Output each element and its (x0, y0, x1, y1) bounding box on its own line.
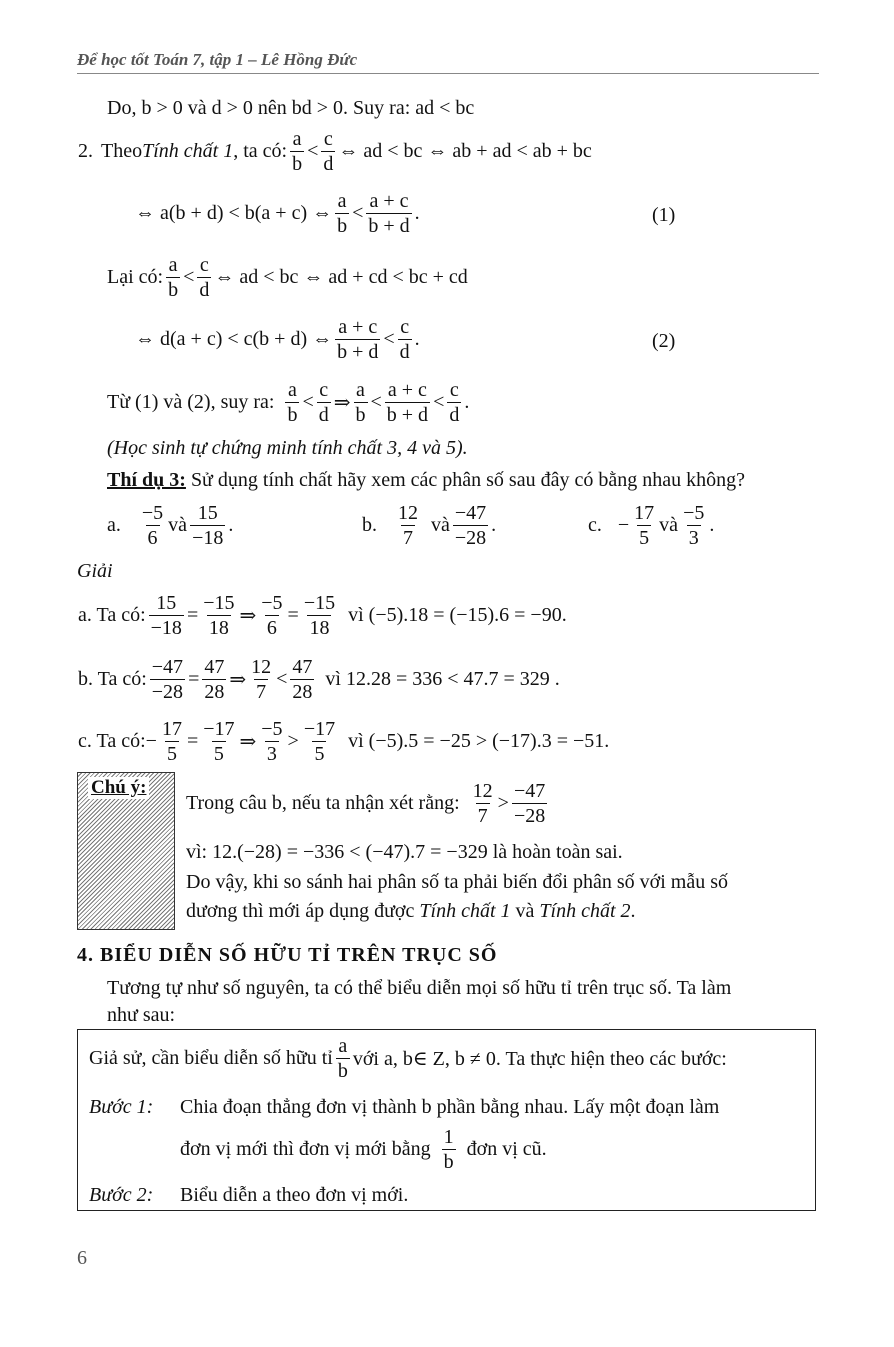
math-line: ⇔ d(a + c) < c(b + d) ⇔ $\frac{a + c}{b + d}$ < $\frac{c}{d}$ . (135, 316, 420, 363)
text-span: ⇔ ad < bc ⇔ ab + ad < ab + bc (338, 140, 592, 162)
step-text: Chia đoạn thẳng đơn vị thành b phần bằng nhau. Lấy một đoạn làm (180, 1096, 720, 1118)
fraction: $\frac{a + c}{b + d}$ (337, 316, 379, 363)
example-item-b: b. $\frac{12}{7}$ và $\frac{-47}{-28}$ . (362, 502, 497, 549)
text-span: và (659, 514, 679, 536)
fraction: $\frac{12}{7}$ (472, 780, 493, 827)
section-heading: 4. BIỂU DIỄN SỐ HỮU TỈ TRÊN TRỤC SỐ (77, 944, 498, 966)
fraction: $\frac{c}{d}$ (199, 254, 210, 301)
solution-label: Giải (77, 560, 113, 582)
example-item-c: c. − $\frac{17}{5}$ và $\frac{-5}{3}$ . (588, 502, 715, 549)
fraction: $\frac{12}{7}$ (398, 502, 418, 549)
text-span: Từ (1) và (2), suy ra: (107, 391, 275, 413)
fraction: $\frac{-15}{18}$ (203, 592, 235, 639)
text-span: vì (−5).5 = −25 > (−17).3 = −51. (348, 730, 610, 752)
fraction: $\frac{17}{5}$ (634, 502, 655, 549)
text-span: a. Ta có: (78, 604, 146, 626)
example-label: Thí dụ 3: (107, 469, 186, 491)
solution-line-c: c. Ta có: − $\frac{17}{5}$ = $\frac{-17}{5}$ ⇒ $\frac{-5}{3}$ > $\frac{-17}{5}$ vì (−5).5 = −25 > (−17).3 = −51. (78, 718, 610, 765)
text-span: và (168, 514, 188, 536)
text-span: đơn vị mới thì đơn vị mới bằng (180, 1138, 431, 1160)
text-line: (Học sinh tự chứng minh tính chất 3, 4 và 5). (107, 437, 468, 459)
header-rule (77, 73, 819, 74)
fraction: $\frac{-17}{5}$ (203, 718, 235, 765)
note-line (186, 900, 636, 923)
note-line: Trong câu b, nếu ta nhận xét rằng: $\frac{12}{7}$ > $\frac{-47}{-28}$ (186, 780, 546, 827)
example-item-a: a. $\frac{-5}{6}$ và $\frac{15}{-18}$ . (107, 502, 234, 549)
math-line: Lại có: $\frac{a}{b}$ < $\frac{c}{d}$ ⇔ ad < bc ⇔ ad + cd < bc + cd (107, 254, 468, 301)
step-text: Biểu diễn a theo đơn vị mới. (180, 1184, 409, 1206)
fraction: $\frac{c}{d}$ (323, 128, 334, 175)
fraction: $\frac{-47}{-28}$ (454, 502, 487, 549)
text-span: vì (−5).18 = (−15).6 = −90. (348, 604, 567, 626)
note-hatched-box (77, 772, 175, 930)
text-line: 2. Theo Tính chất 1 , ta có: $\frac{a}{b}$ < $\frac{c}{d}$ ⇔ ad < bc ⇔ ab + ad < ab + bc (78, 128, 592, 175)
running-header: Để học tốt Toán 7, tập 1 – Lê Hồng Đức (77, 50, 358, 69)
fraction: $\frac{47}{28}$ (292, 656, 313, 703)
fraction: $\frac{-15}{18}$ (303, 592, 336, 639)
text-span: c. Ta có: (78, 730, 146, 752)
text-span: và (510, 900, 540, 922)
text-span: vì 12.28 = 336 < 47.7 = 329 . (325, 668, 560, 690)
fraction: $\frac{1}{b}$ (443, 1126, 454, 1173)
fraction: $\frac{15}{-18}$ (192, 502, 224, 549)
text-span: b. Ta có: (78, 668, 147, 690)
fraction: $\frac{a}{b}$ (287, 379, 298, 426)
page-number: 6 (77, 1247, 87, 1269)
text-span: Trong câu b, nếu ta nhận xét rằng: (186, 792, 460, 814)
text-span: Sử dụng tính chất hãy xem các phân số sau đây có bằng nhau không? (190, 469, 745, 491)
equation-number: (2) (652, 330, 676, 352)
fraction: $\frac{a}{b}$ (292, 128, 303, 175)
item-label: a. (107, 514, 121, 536)
text-span: đơn vị cũ. (466, 1138, 547, 1160)
item-label: b. (362, 514, 377, 536)
fraction: $\frac{-5}{6}$ (141, 502, 164, 549)
text-span: và (431, 514, 450, 536)
fraction: $\frac{-17}{5}$ (303, 718, 336, 765)
property-ref: Tính chất 2 (539, 900, 631, 922)
text-span: ⇔ ad < bc ⇔ ad + cd < bc + cd (214, 266, 468, 288)
paragraph-line: như sau: (107, 1004, 176, 1026)
solution-line-b: b. Ta có: $\frac{-47}{-28}$ = $\frac{47}{28}$ ⇒ $\frac{12}{7}$ < $\frac{47}{28}$ vì 12.28 = 336 < 47.7 = 329 . (78, 656, 560, 703)
fraction: $\frac{47}{28}$ (204, 656, 225, 703)
fraction: $\frac{-47}{-28}$ (513, 780, 546, 827)
text-span: ⇔ d(a + c) < c(b + d) ⇔ (135, 328, 333, 350)
property-ref: Tính chất 1 (142, 140, 234, 162)
fraction: $\frac{-5}{3}$ (683, 502, 705, 549)
step-text (180, 1126, 547, 1173)
text-span: Giả sử, cần biểu diễn số hữu tỉ (89, 1047, 333, 1069)
fraction: $\frac{-5}{6}$ (261, 592, 283, 639)
fraction: $\frac{a + c}{b + d}$ (386, 379, 429, 426)
note-line: vì: 12.(−28) = −336 < (−47).7 = −329 là hoàn toàn sai. (186, 841, 623, 863)
fraction: $\frac{c}{d}$ (449, 379, 460, 426)
fraction: $\frac{a}{b}$ (337, 1035, 348, 1082)
text-span: . (630, 900, 636, 922)
text-span: Theo (101, 140, 143, 162)
text-span: ⇔ a(b + d) < b(a + c) ⇔ (135, 202, 333, 224)
fraction: $\frac{c}{d}$ (399, 316, 410, 363)
step-label: Bước 2: (89, 1184, 154, 1206)
property-ref: Tính chất 1 (419, 900, 511, 922)
text-span: , ta có: (233, 140, 288, 162)
note-label: Chú ý: (88, 777, 149, 799)
fraction: $\frac{-47}{-28}$ (151, 656, 184, 703)
note-line: Do vậy, khi so sánh hai phân số ta phải biến đổi phân số với mẫu số (186, 871, 728, 893)
solution-line-a: a. Ta có: $\frac{15}{-18}$ = $\frac{-15}{18}$ ⇒ $\frac{-5}{6}$ = $\frac{-15}{18}$ vì (−5).18 = (−15).6 = −90. (78, 592, 567, 639)
fraction: $\frac{17}{5}$ (161, 718, 182, 765)
fraction: $\frac{a}{b}$ (337, 190, 348, 237)
step-label: Bước 1: (89, 1096, 154, 1118)
text-span: với a, b∈ Z, b ≠ 0. Ta thực hiện theo các bước: (352, 1048, 727, 1070)
fraction: $\frac{a}{b}$ (355, 379, 366, 426)
item-label: c. (588, 514, 602, 536)
text-line: Do, b > 0 và d > 0 nên bd > 0. Suy ra: ad < bc (107, 97, 475, 119)
fraction: $\frac{c}{d}$ (318, 379, 329, 426)
paragraph-line: Tương tự như số nguyên, ta có thể biểu diễn mọi số hữu tỉ trên trục số. Ta làm (107, 977, 732, 999)
fraction: $\frac{-5}{3}$ (261, 718, 283, 765)
item-number: 2. (78, 140, 93, 162)
text-span: Lại có: (107, 266, 164, 288)
math-line: Từ (1) và (2), suy ra: $\frac{a}{b}$ < $\frac{c}{d}$ ⇒ $\frac{a}{b}$ < $\frac{a + c}{b + d}$ < $\frac{c}{d}$ . (107, 379, 470, 426)
equation-number: (1) (652, 204, 676, 226)
example-line (107, 469, 745, 492)
fraction: $\frac{12}{7}$ (251, 656, 272, 703)
procedure-intro (89, 1035, 727, 1082)
fraction: $\frac{a + c}{b + d}$ (368, 190, 410, 237)
text-span: dương thì mới áp dụng được (186, 900, 420, 922)
math-line: ⇔ a(b + d) < b(a + c) ⇔ $\frac{a}{b}$ < $\frac{a + c}{b + d}$ . (135, 190, 420, 237)
fraction: $\frac{a}{b}$ (168, 254, 179, 301)
fraction: $\frac{15}{-18}$ (150, 592, 182, 639)
